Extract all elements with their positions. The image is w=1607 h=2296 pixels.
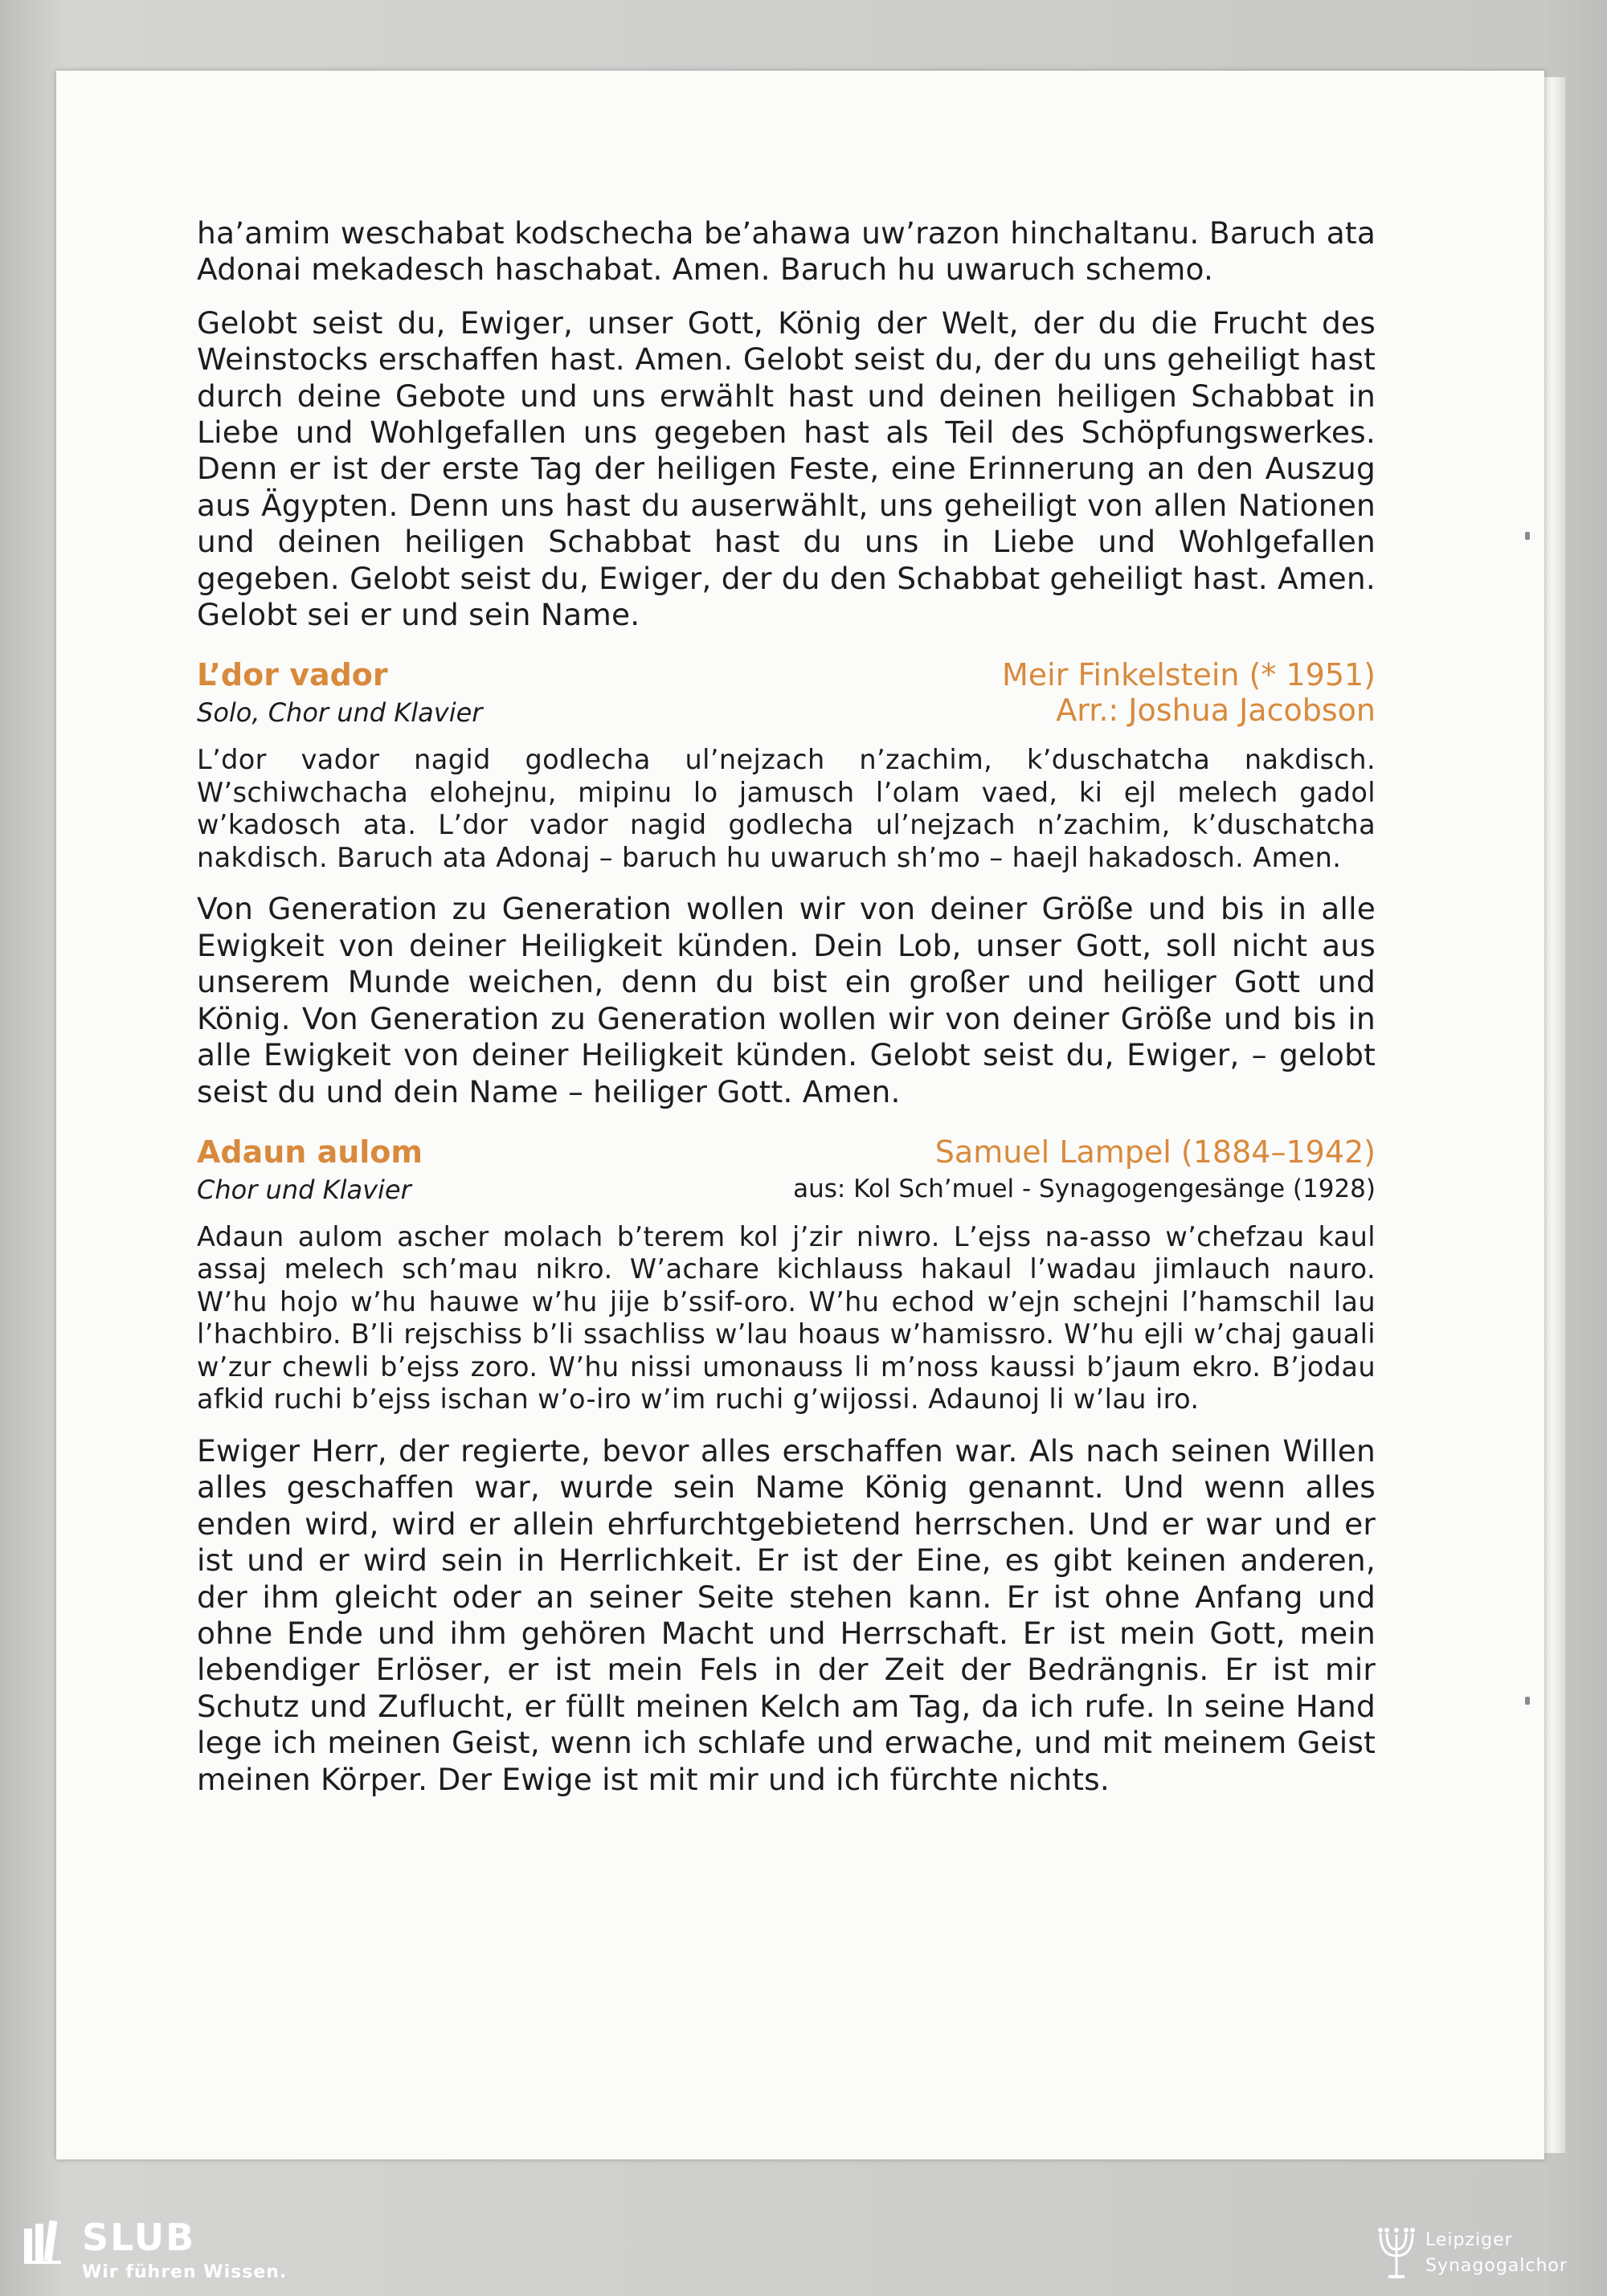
staple-mark <box>1525 532 1530 540</box>
page-edge <box>1544 77 1565 2153</box>
section-adaun-aulom <box>197 1134 1376 1798</box>
section-transliteration: Adaun aulom ascher molach b’terem kol j’zir niwro. L’ejss na-asso w’chefzau kaul assaj melech sch’mau nikro. W’achare kichlauss hakaul l’wadau jimlauch nauro. W’hu hojo w’hu hauwe w’hu jije b’ssif-oro. W’hu echod w’ejn schejni l’hamschil lau l’hachbiro. B’li rejschiss b’li ssachliss w’lau hoaus w’hamissro. W’hu ejli w’chaj gauali w’zur chewli b’ejss zoro. W’hu nissi umonauss li m’noss kaussi b’jaum ekro. B’jodau afkid ruchi b’ejss ischan w’o-iro w’im ruchi g’wijossi. Adaunoj li w’lau iro. <box>197 1220 1376 1416</box>
staple-mark <box>1525 1697 1530 1705</box>
library-name: SLUB <box>82 2216 196 2259</box>
slub-logo <box>24 2216 346 2288</box>
section-title: Adaun aulom <box>197 1134 423 1170</box>
page-content <box>197 215 1376 1815</box>
section-header <box>197 657 1376 731</box>
choir-logo <box>1374 2216 1583 2288</box>
section-composer: Samuel Lampel (1884–1942) <box>934 1134 1376 1170</box>
section-transliteration: L’dor vador nagid godlecha ul’nejzach n’zachim, k’duschatcha nakdisch. W’schiwchacha elohejnu, mipinu lo jamusch l’olam vaed, ki ejl melech gadol w’kadosch ata. L’dor vador nagid godlecha ul’nejzach n’zachim, k’duschatcha nakdisch. Baruch ata Adonaj – baruch hu uwaruch sh’mo – haejl hakadosch. Amen. <box>197 744 1376 873</box>
menorah-icon <box>1374 2219 1419 2283</box>
section-ldor-vador <box>197 657 1376 1109</box>
intro-transliteration: ha’amim weschabat kodschecha be’ahawa uw’razon hinchaltanu. Baruch ata Adonai mekadesch haschabat. Amen. Baruch hu uwaruch schemo. <box>197 215 1376 288</box>
section-scoring: Solo, Chor und Klavier <box>197 697 483 729</box>
choir-name-line2: Synagogalchor <box>1425 2256 1568 2276</box>
library-tagline: Wir führen Wissen. <box>82 2262 288 2282</box>
section-composer: Meir Finkelstein (* 1951) <box>1002 657 1376 693</box>
book-stack-icon <box>24 2220 64 2264</box>
choir-name-line1: Leipziger <box>1425 2230 1513 2250</box>
section-source: aus: Kol Sch’muel - Synagogengesänge (1928) <box>793 1174 1376 1203</box>
section-header <box>197 1134 1376 1208</box>
section-translation: Ewiger Herr, der regierte, bevor alles erschaffen war. Als nach seinen Willen alles geschaffen war, wurde sein Name König genannt. Und wenn alles enden wird, wird er allein ehrfurchtgebietend herrschen. Und er war und er ist und er wird sein in Herrlichkeit. Er ist der Eine, es gibt keinen anderen, der ihm gleicht oder an seiner Seite stehen kann. Er ist ohne Anfang und ohne Ende und ihm gehören Macht und Herrschaft. Er ist mein Gott, mein lebendiger Erlöser, er ist mein Fels in der Zeit der Bedrängnis. Er ist mir Schutz und Zuflucht, er füllt meinen Kelch am Tag, da ich rufe. In seine Hand lege ich meinen Geist, wenn ich schlafe und erwache, und mit meinem Geist meinen Körper. Der Ewige ist mit mir und ich fürchte nichts. <box>197 1432 1376 1797</box>
intro-translation: Gelobt seist du, Ewiger, unser Gott, König der Welt, der du die Frucht des Weinstocks erschaffen hast. Amen. Gelobt seist du, der du uns geheiligt hast durch deine Gebote und uns erwählt hast und deinen heiligen Schabbat in Liebe und Wohlgefallen uns gegeben hast als Teil des Schöpfungswerkes. Denn er ist der erste Tag der heiligen Feste, eine Erinnerung an den Auszug aus Ägypten. Denn uns hast du auserwählt, uns geheiligt von allen Nationen und deinen heiligen Schabbat hast du uns in Liebe und Wohlgefallen gegeben. Gelobt seist du, Ewiger, der du den Schabbat geheiligt hast. Amen. Gelobt sei er und sein Name. <box>197 304 1376 633</box>
section-translation: Von Generation zu Generation wollen wir von deiner Größe und bis in alle Ewigkeit von deiner Heiligkeit künden. Dein Lob, unser Gott, soll nicht aus unserem Munde weichen, denn du bist ein großer und heiliger Gott und König. Von Generation zu Generation wollen wir von deiner Größe und bis in alle Ewigkeit von deiner Heiligkeit künden. Gelobt seist du, Ewiger, – gelobt seist du und dein Name – heiliger Gott. Amen. <box>197 891 1376 1109</box>
section-title: L’dor vador <box>197 657 388 693</box>
section-scoring: Chor und Klavier <box>197 1174 411 1205</box>
section-arranger: Arr.: Joshua Jacobson <box>1056 692 1376 729</box>
